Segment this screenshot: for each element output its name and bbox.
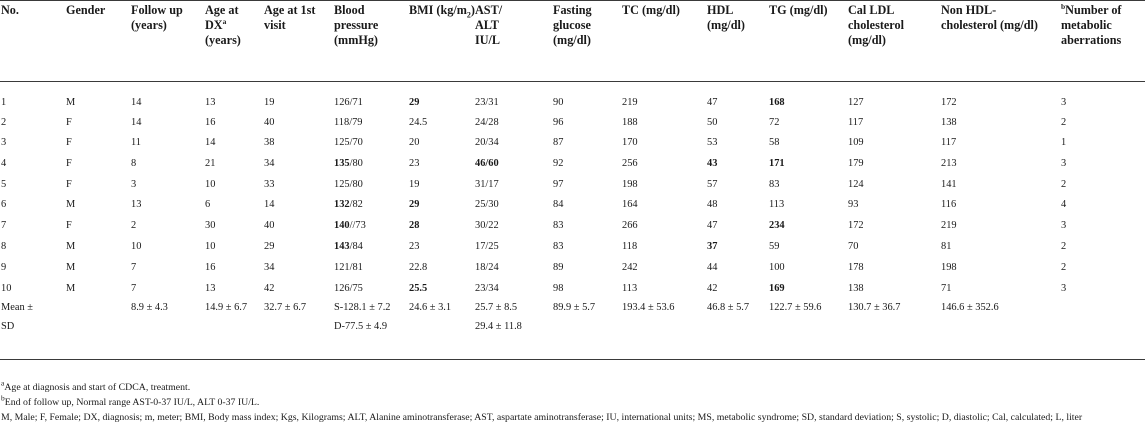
diastolic-value: /80	[349, 158, 363, 169]
cell-tg: 168	[769, 97, 785, 108]
bottom-rule	[0, 359, 1145, 360]
cell-glu: 90	[553, 97, 564, 108]
cell-age_dx: 30	[205, 220, 216, 231]
cell-tc: 170	[622, 137, 638, 148]
header-blood-pressure: Blood pressure (mmHg)	[334, 3, 379, 47]
cell-age_first: 33	[264, 179, 275, 190]
cell-bp1	[334, 157, 363, 170]
cell-tc: 193.4 ± 53.6	[622, 302, 675, 313]
cell-no: 9	[1, 262, 7, 273]
footnote-a: $^a$Age at diagnosis and start of CDCA, treatment.	[1, 378, 191, 393]
cell-ast1: 25.7 ± 8.5	[475, 302, 518, 313]
cell-age_first: 42	[264, 283, 275, 294]
cell-metab: 1	[1061, 137, 1067, 148]
cell-ldl: 124	[848, 179, 864, 190]
cell-gender: M	[66, 241, 76, 252]
cell-age_first: 38	[264, 137, 275, 148]
cell-ldl: 127	[848, 97, 864, 108]
cell-glu: 89	[553, 262, 564, 273]
cell-ast1: 18/24	[475, 262, 499, 273]
cell-follow: 13	[131, 199, 142, 210]
cell-glu: 89.9 ± 5.7	[553, 302, 596, 313]
cell-follow: 7	[131, 262, 137, 273]
cell-bp1: 125/80	[334, 179, 363, 190]
cell-hdl: 46.8 ± 5.7	[707, 302, 750, 313]
cell-nonhdl: 117	[941, 137, 957, 148]
header-cal-ldl: Cal LDL cholesterol (mg/dl)	[848, 3, 904, 47]
cell-bp1	[334, 240, 363, 253]
cell-ast1: 17/25	[475, 241, 499, 252]
cell-glu: 96	[553, 117, 564, 128]
cell-bmi: 23	[409, 241, 420, 252]
cell-hdl: 47	[707, 97, 718, 108]
cell-follow: 7	[131, 283, 137, 294]
cell-follow: 11	[131, 137, 142, 148]
cell-glu: 83	[553, 220, 564, 231]
cell-ldl: 93	[848, 199, 859, 210]
cell-gender: F	[66, 179, 72, 190]
header-tg: TG (mg/dl)	[769, 3, 828, 17]
cell-bmi: 22.8	[409, 262, 428, 273]
cell-tc: 164	[622, 199, 638, 210]
cell-ldl: 117	[848, 117, 864, 128]
cell-ast1: 31/17	[475, 179, 499, 190]
cell-nonhdl: 81	[941, 241, 952, 252]
cell-gender: M	[66, 283, 76, 294]
cell-tc: 219	[622, 97, 638, 108]
cell-ast1: 25/30	[475, 199, 499, 210]
cell-metab: 2	[1061, 241, 1067, 252]
header-bmi: BMI $(kg/m_2)$	[409, 3, 475, 20]
cell-no: 5	[1, 179, 7, 190]
cell-metab: 3	[1061, 97, 1067, 108]
cell-ldl: 138	[848, 283, 864, 294]
cell-tc: 113	[622, 283, 638, 294]
cell-gender: M	[66, 199, 76, 210]
cell-ast1: 23/34	[475, 283, 499, 294]
cell-age_dx: 14.9 ± 6.7	[205, 302, 248, 313]
cell-age_first: 40	[264, 220, 275, 231]
cell-hdl: 37	[707, 241, 718, 252]
cell-metab: 3	[1061, 283, 1067, 294]
cell-follow: 8.9 ± 4.3	[131, 302, 168, 313]
header-follow-up: Follow up (years)	[131, 3, 183, 32]
cell-tc: 242	[622, 262, 638, 273]
cell-glu: 92	[553, 158, 564, 169]
cell-gender: F	[66, 158, 72, 169]
cell-gender: F	[66, 220, 72, 231]
cell-nonhdl: 138	[941, 117, 957, 128]
header-age-dx: Age at $DX^a$ (years)	[205, 3, 241, 47]
footnote-abbreviations: M, Male; F, Female; DX, diagnosis; m, meter; BMI, Body mass index; Kgs, Kilograms; ALT, Alanine aminotransferase; AST, aspartate aminotransferase; IU, international units; MS, metabolic syndrome; SD, standard deviation; S, systolic; D, diastolic; Cal, calculated; L, liter	[1, 412, 1083, 423]
cell-metab: 3	[1061, 158, 1067, 169]
cell-tc: 118	[622, 241, 638, 252]
cell-tg: 100	[769, 262, 785, 273]
cell-ldl: 179	[848, 158, 864, 169]
cell-age_first: 34	[264, 262, 275, 273]
cell-no: 4	[1, 158, 7, 169]
cell-follow: 10	[131, 241, 142, 252]
cell-age_first: 32.7 ± 6.7	[264, 302, 307, 313]
cell-age_first: 29	[264, 241, 275, 252]
cell-tg: 58	[769, 137, 780, 148]
cell-nonhdl: 219	[941, 220, 957, 231]
cell-tg: 59	[769, 241, 780, 252]
header-rule	[0, 81, 1145, 82]
systolic-value: 143	[334, 241, 350, 252]
cell-age_dx: 13	[205, 97, 216, 108]
cell-bp1: 126/75	[334, 283, 363, 294]
cell-follow: 14	[131, 97, 142, 108]
cell-tc: 188	[622, 117, 638, 128]
cell-age_dx: 10	[205, 179, 216, 190]
cell-metab: 2	[1061, 179, 1067, 190]
cell-no: 2	[1, 117, 7, 128]
cell-no: 3	[1, 137, 7, 148]
cell-age_first: 40	[264, 117, 275, 128]
cell-ast1: 46/60	[475, 158, 499, 169]
cell-ldl: 178	[848, 262, 864, 273]
top-rule	[0, 0, 1145, 1]
header-metabolic-aberrations: $^b$Number of metabolic aberrations	[1061, 1, 1122, 47]
cell-glu: 83	[553, 241, 564, 252]
cell-age_dx: 14	[205, 137, 216, 148]
cell-hdl: 43	[707, 158, 718, 169]
header-non-hdl: Non HDL-cholesterol (mg/dl)	[941, 3, 1038, 32]
cell-follow: 3	[131, 179, 137, 190]
cell-gender: M	[66, 262, 76, 273]
header-age-first-visit: Age at 1st visit	[264, 3, 316, 32]
cell-follow: 14	[131, 117, 142, 128]
cell-bp-diastolic-mean: D-77.5 ± 4.9	[334, 321, 388, 332]
cell-follow: 2	[131, 220, 137, 231]
cell-ast1: 20/34	[475, 137, 499, 148]
cell-hdl: 48	[707, 199, 718, 210]
cell-bmi: 24.5	[409, 117, 428, 128]
cell-tc: 256	[622, 158, 638, 169]
cell-bmi: 29	[409, 97, 420, 108]
cell-nonhdl: 141	[941, 179, 957, 190]
cell-age_dx: 6	[205, 199, 211, 210]
diastolic-value: /82	[349, 199, 363, 210]
cell-age_first: 14	[264, 199, 275, 210]
cell-hdl: 47	[707, 220, 718, 231]
systolic-value: 140	[334, 220, 350, 231]
cell-no: 6	[1, 199, 7, 210]
cell-age_dx: 10	[205, 241, 216, 252]
cell-bmi: 24.6 ± 3.1	[409, 302, 452, 313]
header-tc: TC (mg/dl)	[622, 3, 680, 17]
cell-hdl: 50	[707, 117, 718, 128]
cell-metab: 4	[1061, 199, 1067, 210]
cell-tg: 113	[769, 199, 785, 210]
header-hdl: HDL (mg/dl)	[707, 3, 745, 32]
cell-bmi: 29	[409, 199, 420, 210]
cell-tg: 234	[769, 220, 785, 231]
cell-bmi: 19	[409, 179, 420, 190]
cell-hdl: 42	[707, 283, 718, 294]
cell-gender: F	[66, 117, 72, 128]
cell-no: 1	[1, 97, 7, 108]
systolic-value: 135	[334, 158, 350, 169]
cell-ldl: 109	[848, 137, 864, 148]
cell-age_dx: 16	[205, 262, 216, 273]
cell-tg: 122.7 ± 59.6	[769, 302, 822, 313]
cell-ast1: 30/22	[475, 220, 499, 231]
cell-age_first: 19	[264, 97, 275, 108]
diastolic-value: /84	[349, 241, 363, 252]
cell-no: 10	[1, 283, 12, 294]
cell-bmi: 25.5	[409, 283, 428, 294]
cell-age_dx: 21	[205, 158, 216, 169]
header-gender: Gender	[66, 3, 106, 17]
header-no: No.	[1, 3, 19, 17]
cell-no: 7	[1, 220, 7, 231]
cell-nonhdl: 116	[941, 199, 957, 210]
cell-ldl: 130.7 ± 36.7	[848, 302, 901, 313]
cell-bp1	[334, 219, 366, 232]
cell-age_dx: 13	[205, 283, 216, 294]
cell-bp1: 121/81	[334, 262, 363, 273]
cell-metab: 2	[1061, 117, 1067, 128]
cell-nonhdl: 146.6 ± 352.6	[941, 302, 999, 313]
cell-glu: 87	[553, 137, 564, 148]
cell-no: Mean ± SD	[1, 302, 33, 332]
cell-ast1: 24/28	[475, 117, 499, 128]
cell-glu: 97	[553, 179, 564, 190]
footnote-b: $^b$End of follow up, Normal range AST-0-37 IU/L, ALT 0-37 IU/L.	[1, 393, 260, 408]
cell-tg: 72	[769, 117, 780, 128]
cell-nonhdl: 198	[941, 262, 957, 273]
cell-tg: 83	[769, 179, 780, 190]
cell-nonhdl: 71	[941, 283, 952, 294]
cell-ast-alt-mean: 29.4 ± 11.8	[475, 321, 522, 332]
cell-bp1: 126/71	[334, 97, 363, 108]
cell-nonhdl: 213	[941, 158, 957, 169]
cell-hdl: 57	[707, 179, 718, 190]
cell-bp1: S-128.1 ± 7.2	[334, 302, 391, 313]
cell-bp1: 125/70	[334, 137, 363, 148]
cell-tc: 198	[622, 179, 638, 190]
cell-no: 8	[1, 241, 7, 252]
diastolic-value: //73	[349, 220, 366, 231]
cell-bmi: 23	[409, 158, 420, 169]
cell-metab: 3	[1061, 220, 1067, 231]
systolic-value: 132	[334, 199, 350, 210]
header-fasting-glucose: Fasting glucose (mg/dl)	[553, 3, 592, 47]
cell-tc: 266	[622, 220, 638, 231]
cell-hdl: 44	[707, 262, 718, 273]
cell-ast1: 23/31	[475, 97, 499, 108]
cell-glu: 98	[553, 283, 564, 294]
cell-gender: M	[66, 97, 76, 108]
cell-bmi: 20	[409, 137, 420, 148]
cell-glu: 84	[553, 199, 564, 210]
cell-hdl: 53	[707, 137, 718, 148]
header-ast-alt: AST/ ALT IU/L	[475, 3, 503, 47]
cell-ldl: 70	[848, 241, 859, 252]
cell-bp1	[334, 198, 363, 211]
cell-age_dx: 16	[205, 117, 216, 128]
cell-follow: 8	[131, 158, 137, 169]
cell-gender: F	[66, 137, 72, 148]
cell-tg: 169	[769, 283, 785, 294]
cell-tg: 171	[769, 158, 785, 169]
cell-bmi: 28	[409, 220, 420, 231]
cell-nonhdl: 172	[941, 97, 957, 108]
cell-bp1: 118/79	[334, 117, 363, 128]
cell-ldl: 172	[848, 220, 864, 231]
cell-metab: 2	[1061, 262, 1067, 273]
cell-age_first: 34	[264, 158, 275, 169]
